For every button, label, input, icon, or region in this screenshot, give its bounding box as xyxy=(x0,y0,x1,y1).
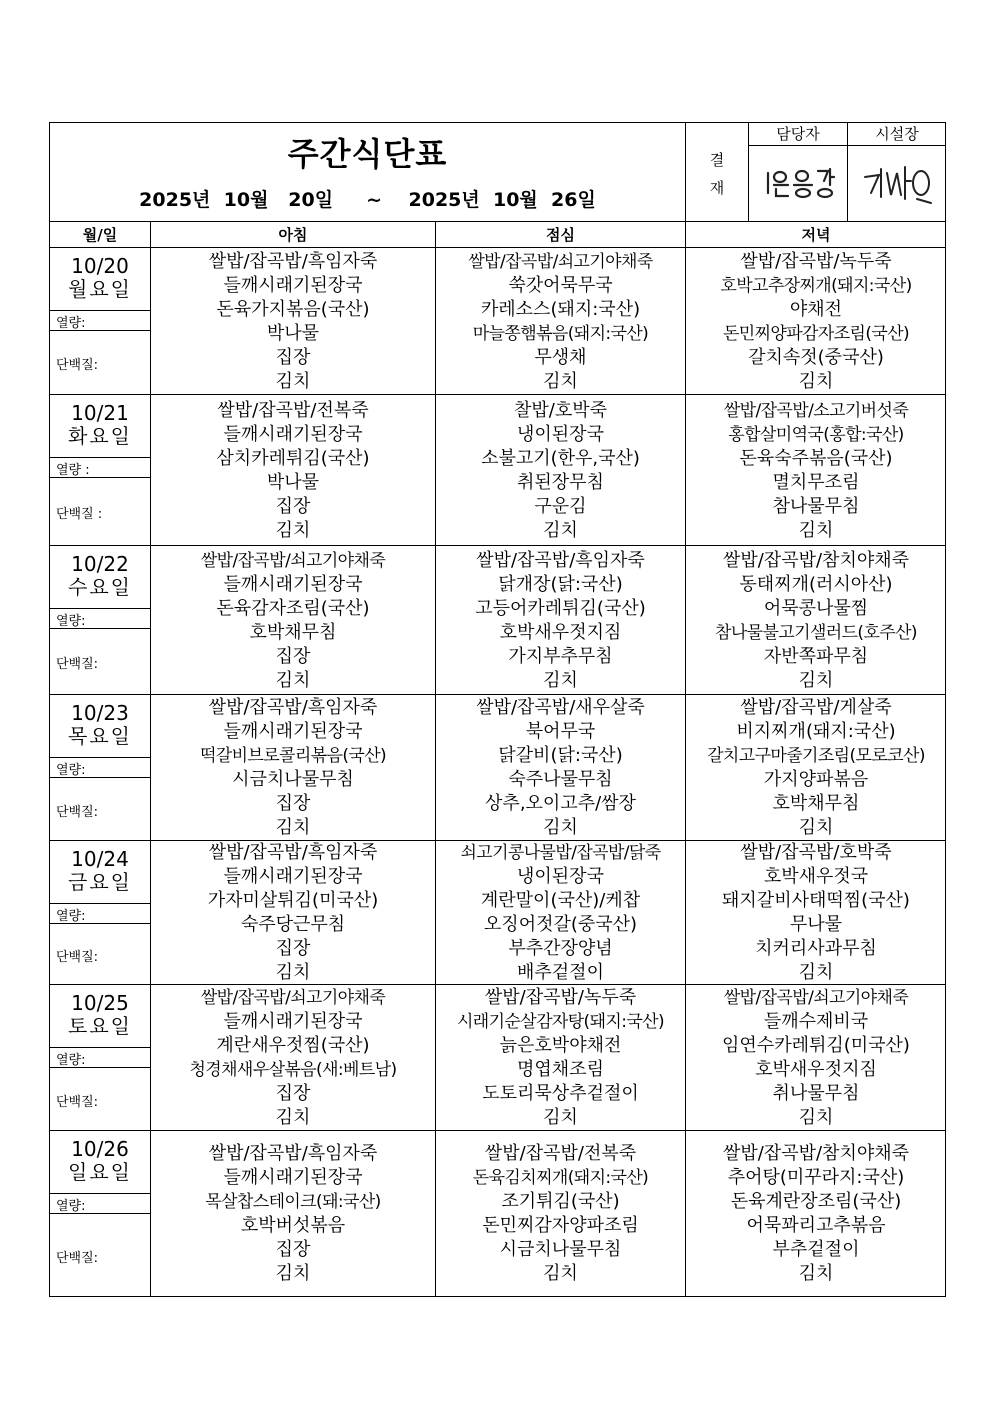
menu-item: 김치 xyxy=(543,519,578,541)
menu-item: 추어탕(미꾸라지:국산) xyxy=(727,1167,905,1188)
protein-label: 단백질: xyxy=(56,1250,99,1266)
menu-item: 돈민찌양파감자조림(국산) xyxy=(722,323,910,344)
day-weekday: 수요일 xyxy=(68,575,132,599)
menu-item: 멸치무조림 xyxy=(772,471,860,493)
menu-item: 북어무국 xyxy=(525,721,596,742)
menu-item: 돈민찌감자양파조림 xyxy=(482,1215,639,1236)
menu-item: 숙주나물무침 xyxy=(508,769,613,790)
menu-item: 호박버섯볶음 xyxy=(240,1215,346,1236)
menu-item: 김치 xyxy=(798,962,834,983)
day-date: 10/24 xyxy=(71,847,129,871)
day-weekday: 토요일 xyxy=(68,1014,132,1038)
menu-item: 마늘쫑햄볶음(돼지:국산) xyxy=(472,323,649,344)
day-date: 10/26 xyxy=(71,1137,129,1161)
menu-item: 쌀밥/잡곡밥/흑임자죽 xyxy=(208,842,378,863)
dinner-menu xyxy=(686,985,946,1131)
dinner-menu xyxy=(686,248,946,395)
menu-item: 김치 xyxy=(275,669,311,691)
protein-label: 단백질: xyxy=(56,1094,99,1110)
menu-item: 조기튀김(국산) xyxy=(501,1191,620,1212)
menu-item: 호박새우젓국 xyxy=(763,866,869,887)
menu-item: 집장 xyxy=(275,1239,311,1260)
menu-item: 들깨시래기된장국 xyxy=(223,423,363,445)
menu-item: 집장 xyxy=(275,938,311,959)
menu-item: 김치 xyxy=(798,669,834,691)
lunch-menu xyxy=(436,695,685,841)
menu-item: 김치 xyxy=(798,1263,834,1284)
lunch-menu xyxy=(436,985,685,1131)
approval-divider xyxy=(685,123,686,222)
lunch-menu xyxy=(436,1131,685,1297)
dinner-menu xyxy=(686,1131,946,1297)
day-date: 10/23 xyxy=(71,701,129,725)
protein-label: 단백질: xyxy=(56,949,99,965)
menu-item: 돈육김치찌개(돼지:국산) xyxy=(472,1168,649,1188)
menu-item: 오징어젓갈(중국산) xyxy=(483,914,638,935)
menu-item: 상추,오이고추/쌈장 xyxy=(485,793,636,814)
menu-item: 목살찹스테이크(돼:국산) xyxy=(205,1192,381,1212)
column-header-lunch: 점심 xyxy=(546,226,575,244)
label-divider xyxy=(50,310,150,311)
menu-item: 들깨시래기된장국 xyxy=(223,1011,363,1032)
menu-item: 도토리묵상추겉절이 xyxy=(482,1083,639,1104)
menu-item: 가지양파볶음 xyxy=(763,769,869,790)
menu-item: 돼지갈비사태떡찜(국산) xyxy=(722,890,910,911)
calorie-label: 열량 : xyxy=(56,463,90,478)
day-weekday: 목요일 xyxy=(68,724,132,748)
menu-item: 들깨시래기된장국 xyxy=(223,721,363,742)
menu-item: 김치 xyxy=(543,1107,578,1128)
menu-item: 호박채무침 xyxy=(249,621,337,643)
menu-item: 쇠고기콩나물밥/잡곡밥/닭죽 xyxy=(460,843,661,863)
lunch-menu xyxy=(436,546,685,695)
protein-label: 단백질: xyxy=(56,657,99,672)
menu-item: 김치 xyxy=(275,962,311,983)
menu-item: 김치 xyxy=(275,817,311,838)
menu-item: 돈육감자조림(국산) xyxy=(216,597,370,619)
label-divider xyxy=(50,1193,150,1194)
menu-item: 김치 xyxy=(798,519,834,541)
menu-item: 쌀밥/잡곡밥/전복죽 xyxy=(484,1143,637,1164)
signature-staff xyxy=(749,153,847,213)
menu-item: 늙은호박야채전 xyxy=(499,1035,622,1056)
menu-item: 김치 xyxy=(543,1263,578,1284)
breakfast-menu xyxy=(151,841,435,985)
menu-item: 취된장무침 xyxy=(517,471,604,493)
menu-item: 쌀밥/잡곡밥/흑임자죽 xyxy=(476,549,645,571)
signature-director-drawing xyxy=(857,159,937,207)
menu-item: 박나물 xyxy=(266,471,320,493)
menu-item: 쌀밥/잡곡밥/흑임자죽 xyxy=(208,697,378,718)
protein-label: 단백질 : xyxy=(56,507,103,522)
day-weekday: 금요일 xyxy=(68,870,132,894)
menu-item: 구운김 xyxy=(534,495,587,517)
menu-item: 치커리사과무침 xyxy=(755,938,877,959)
breakfast-menu xyxy=(151,1131,435,1297)
menu-item: 김치 xyxy=(275,370,311,392)
menu-item: 쌀밥/잡곡밥/흑임자죽 xyxy=(208,1143,378,1164)
menu-item: 쌀밥/잡곡밥/녹두죽 xyxy=(484,987,637,1008)
menu-item: 비지찌개(돼지:국산) xyxy=(736,721,896,742)
menu-item: 돈육계란장조림(국산) xyxy=(730,1191,902,1212)
menu-item: 쌀밥/잡곡밥/쇠고기야채죽 xyxy=(723,988,909,1008)
approval-divider xyxy=(748,145,946,146)
day-weekday: 일요일 xyxy=(68,1160,132,1184)
menu-item: 계란새우젓찜(국산) xyxy=(216,1035,370,1056)
column-header-breakfast: 아침 xyxy=(278,226,308,244)
lunch-menu xyxy=(436,395,685,546)
signer-title: 담당자 xyxy=(776,125,820,143)
dinner-menu xyxy=(686,546,946,695)
menu-item: 떡갈비브로콜리볶음(국산) xyxy=(199,746,387,766)
menu-item: 집장 xyxy=(275,793,311,814)
menu-item: 김치 xyxy=(798,1107,834,1128)
breakfast-menu xyxy=(151,248,435,395)
menu-period: 2025년 10월 20일 ~ 2025년 10월 26일 xyxy=(139,189,596,211)
menu-item: 쌀밥/잡곡밥/흑임자죽 xyxy=(208,250,378,272)
approval-label: 결 xyxy=(709,151,725,169)
menu-item: 쌀밥/잡곡밥/게살죽 xyxy=(740,697,892,718)
menu-item: 청경채새우살볶음(새:베트남) xyxy=(189,1060,397,1080)
menu-item: 김치 xyxy=(798,370,834,392)
menu-item: 김치 xyxy=(543,370,578,392)
menu-item: 쌀밥/잡곡밥/전복죽 xyxy=(217,399,369,421)
menu-item: 김치 xyxy=(543,669,578,691)
menu-item: 냉이된장국 xyxy=(517,866,604,887)
menu-item: 집장 xyxy=(275,346,311,368)
menu-item: 들깨시래기된장국 xyxy=(223,573,363,595)
calorie-label: 열량: xyxy=(56,316,86,331)
menu-item: 부추간장양념 xyxy=(508,938,613,959)
protein-label: 단백질: xyxy=(56,804,99,820)
menu-item: 쌀밥/잡곡밥/참치야채죽 xyxy=(722,549,909,571)
protein-label: 단백질: xyxy=(56,358,99,373)
menu-item: 집장 xyxy=(275,495,311,517)
menu-item: 명엽채조림 xyxy=(517,1059,604,1080)
menu-item: 야채전 xyxy=(789,298,843,320)
menu-item: 참나물무침 xyxy=(772,495,860,517)
breakfast-menu xyxy=(151,695,435,841)
column-header-date: 월/일 xyxy=(82,226,118,244)
menu-item: 집장 xyxy=(275,645,311,667)
menu-item: 호박새우젓지짐 xyxy=(499,621,622,643)
calorie-label: 열량: xyxy=(56,614,86,629)
menu-item: 김치 xyxy=(543,817,578,838)
menu-item: 호박고추장찌개(돼지:국산) xyxy=(720,275,912,296)
menu-item: 삼치카레튀김(국산) xyxy=(216,447,370,469)
menu-item: 찰밥/호박죽 xyxy=(513,399,607,421)
menu-item: 어묵콩나물찜 xyxy=(763,597,869,619)
menu-item: 들깨시래기된장국 xyxy=(223,1167,363,1188)
label-divider xyxy=(50,457,150,458)
signature-director xyxy=(848,153,946,213)
menu-item: 김치 xyxy=(275,1263,311,1284)
page-title: 주간식단표 xyxy=(287,135,448,173)
menu-item: 들깨수제비국 xyxy=(763,1011,869,1032)
menu-item: 쌀밥/잡곡밥/새우살죽 xyxy=(476,697,645,718)
menu-item: 임연수카레튀김(미국산) xyxy=(722,1035,910,1056)
menu-item: 계란말이(국산)/케찹 xyxy=(480,890,641,911)
calorie-label: 열량: xyxy=(56,909,86,924)
menu-item: 쌀밥/잡곡밥/녹두죽 xyxy=(740,250,892,272)
signer-title: 시설장 xyxy=(875,125,919,143)
calorie-label: 열량: xyxy=(56,1053,86,1068)
menu-item: 부추겉절이 xyxy=(772,1239,860,1260)
label-divider xyxy=(50,757,150,758)
calorie-label: 열량: xyxy=(56,763,86,778)
menu-item: 숙주당근무침 xyxy=(240,914,346,935)
menu-item: 참나물불고기샐러드(호주산) xyxy=(715,622,917,643)
menu-item: 자반쪽파무침 xyxy=(763,645,869,667)
menu-item: 냉이된장국 xyxy=(517,423,604,445)
lunch-menu xyxy=(436,841,685,985)
menu-item: 호박새우젓지짐 xyxy=(755,1059,877,1080)
label-divider xyxy=(50,1047,150,1048)
menu-item: 닭갈비(닭:국산) xyxy=(498,745,623,766)
menu-item: 쑥갓어묵무국 xyxy=(508,274,613,296)
dinner-menu xyxy=(686,695,946,841)
day-weekday: 화요일 xyxy=(68,424,132,448)
menu-item: 쌀밥/잡곡밥/쇠고기야채죽 xyxy=(200,550,386,571)
label-divider xyxy=(50,903,150,904)
menu-item: 동태찌개(러시아산) xyxy=(739,573,893,595)
menu-item: 갈치속젓(중국산) xyxy=(748,346,884,368)
menu-item: 쌀밥/잡곡밥/쇠고기야채죽 xyxy=(200,988,386,1008)
menu-item: 김치 xyxy=(275,519,311,541)
menu-item: 무생채 xyxy=(534,346,587,368)
menu-item: 김치 xyxy=(798,817,834,838)
menu-item: 쌀밥/잡곡밥/쇠고기야채죽 xyxy=(468,251,653,272)
menu-item: 쌀밥/잡곡밥/소고기버섯죽 xyxy=(723,400,909,421)
menu-item: 배추겉절이 xyxy=(517,962,604,983)
weekly-menu-sheet xyxy=(49,122,946,1297)
signature-staff-drawing xyxy=(758,163,838,203)
menu-item: 가자미살튀김(미국산) xyxy=(207,890,379,911)
menu-item: 어묵꽈리고추볶음 xyxy=(746,1215,886,1236)
breakfast-menu xyxy=(151,546,435,695)
day-weekday: 월요일 xyxy=(68,277,132,301)
menu-item: 박나물 xyxy=(266,322,320,344)
menu-item: 돈육가지볶음(국산) xyxy=(216,298,370,320)
label-divider xyxy=(50,608,150,609)
menu-item: 취나물무침 xyxy=(772,1083,860,1104)
menu-item: 쌀밥/잡곡밥/호박죽 xyxy=(740,842,892,863)
dinner-menu xyxy=(686,395,946,546)
menu-item: 시래기순살감자탕(돼지:국산) xyxy=(456,1012,665,1032)
menu-item: 들깨시래기된장국 xyxy=(223,274,363,296)
day-date: 10/21 xyxy=(71,401,129,425)
menu-item: 가지부추무침 xyxy=(508,645,613,667)
menu-item: 집장 xyxy=(275,1083,311,1104)
dinner-menu xyxy=(686,841,946,985)
day-date: 10/25 xyxy=(71,991,129,1015)
menu-item: 시금치나물무침 xyxy=(232,769,354,790)
menu-item: 무나물 xyxy=(789,914,843,935)
menu-item: 김치 xyxy=(275,1107,311,1128)
menu-item: 고등어카레튀김(국산) xyxy=(475,597,646,619)
breakfast-menu xyxy=(151,985,435,1131)
menu-item: 갈치고구마줄기조림(모로코산) xyxy=(707,746,925,766)
menu-item: 닭개장(닭:국산) xyxy=(498,573,623,595)
menu-item: 쌀밥/잡곡밥/참치야채죽 xyxy=(722,1143,909,1164)
menu-item: 시금치나물무침 xyxy=(499,1239,622,1260)
menu-item: 호박채무침 xyxy=(772,793,860,814)
day-date: 10/22 xyxy=(71,552,129,576)
lunch-menu xyxy=(436,248,685,395)
approval-label: 재 xyxy=(709,179,725,197)
day-date: 10/20 xyxy=(71,254,129,278)
menu-item: 홍합살미역국(홍합:국산) xyxy=(728,424,904,445)
column-header-dinner: 저녁 xyxy=(801,226,831,244)
menu-item: 돈육숙주볶음(국산) xyxy=(739,447,893,469)
menu-item: 소불고기(한우,국산) xyxy=(481,447,640,469)
menu-item: 카레소스(돼지:국산) xyxy=(480,298,641,320)
calorie-label: 열량: xyxy=(56,1199,86,1214)
breakfast-menu xyxy=(151,395,435,546)
menu-item: 들깨시래기된장국 xyxy=(223,866,363,887)
